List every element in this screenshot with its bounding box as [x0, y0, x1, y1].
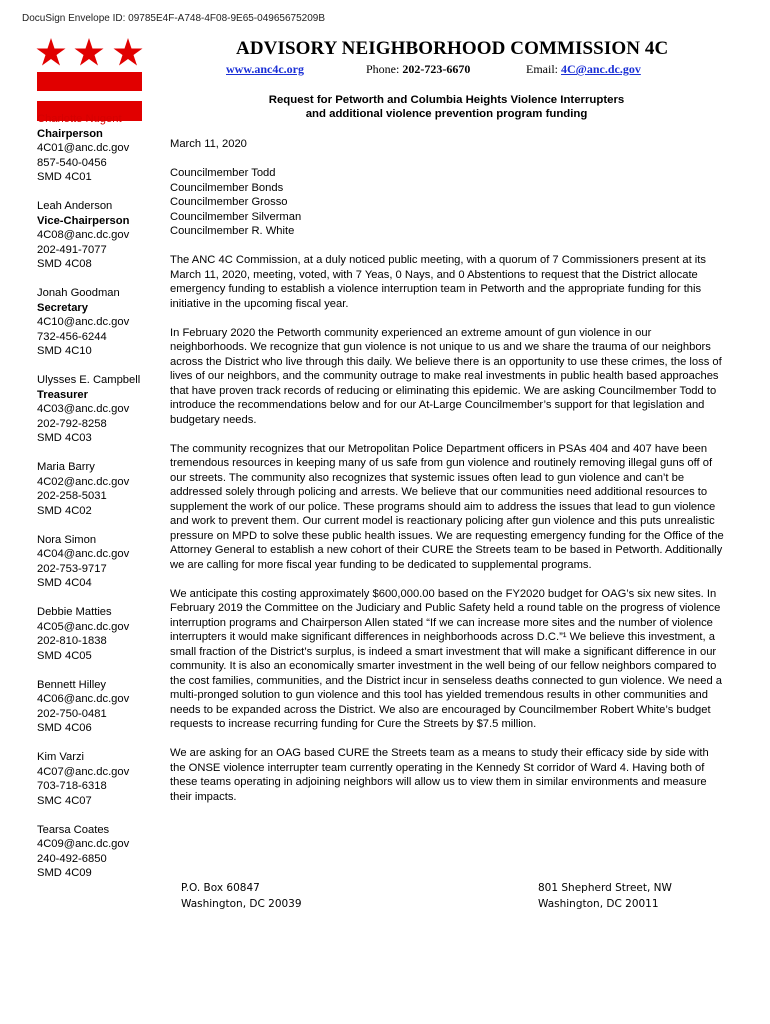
email-contact: [526, 62, 641, 77]
commissioner-smd: SMC 4C07: [37, 794, 92, 807]
commissioner-entry: [37, 112, 162, 185]
email-label: Email:: [526, 62, 558, 76]
commissioner-email: 4C09@anc.dc.gov: [37, 838, 130, 850]
phone-number: 202-723-6670: [402, 62, 471, 76]
letter-subject: [170, 93, 723, 121]
commissioner-name: Tearsa Coates: [37, 823, 110, 836]
commissioner-phone: 202-491-7077: [37, 243, 107, 256]
star-icon: [75, 38, 104, 66]
commissioner-list: [37, 112, 162, 895]
commissioner-email: 4C04@anc.dc.gov: [37, 548, 130, 560]
docusign-envelope-id: DocuSign Envelope ID: 09785E4F-A748-4F08-9E65-04965675209B: [22, 13, 325, 24]
commissioner-smd: SMD 4C10: [37, 345, 92, 357]
phone-contact: [366, 62, 470, 77]
commissioner-name: Leah Anderson: [37, 200, 113, 212]
commissioner-name: Kim Varzi: [37, 751, 85, 763]
commissioner-email: 4C06@anc.dc.gov: [37, 693, 130, 705]
commissioner-email: 4C05@anc.dc.gov: [37, 620, 130, 633]
commissioner-smd: SMD 4C08: [37, 258, 92, 270]
footer-mailing-address: [181, 880, 302, 912]
commissioner-entry: [37, 750, 162, 808]
commissioner-name: Nora Simon: [37, 533, 97, 546]
commissioner-role: Treasurer: [37, 388, 88, 401]
commissioner-phone: 202-750-0481: [37, 707, 107, 720]
letter-paragraphs: [170, 253, 725, 804]
footer-po-city: Washington, DC 20039: [181, 898, 302, 910]
footer-street-address: [538, 880, 672, 912]
email-link[interactable]: 4C@anc.dc.gov: [561, 62, 641, 76]
commissioner-entry: [37, 678, 162, 736]
commissioner-name: Charlotte Nugent: [37, 113, 122, 125]
commissioner-smd: SMD 4C09: [37, 867, 92, 879]
commissioner-smd: SMD 4C04: [37, 577, 92, 589]
footer-street-city: Washington, DC 20011: [538, 898, 659, 910]
commissioner-role: Secretary: [37, 301, 89, 314]
commissioner-phone: 703-718-6318: [37, 780, 107, 792]
recipient-line: Councilmember Bonds: [170, 181, 284, 194]
commissioner-role: Chairperson: [37, 127, 103, 140]
commissioner-phone: 732-456-6244: [37, 330, 107, 343]
commissioner-email: 4C01@anc.dc.gov: [37, 142, 130, 154]
phone-label: Phone:: [366, 62, 400, 76]
commissioner-email: 4C07@anc.dc.gov: [37, 765, 130, 778]
commissioner-email: 4C08@anc.dc.gov: [37, 229, 130, 241]
commissioner-name: Bennett Hilley: [37, 678, 107, 691]
flag-bar-top: [37, 72, 142, 91]
letter-paragraph: The community recognizes that our Metropolitan Police Department officers in PSAs 404 and 407 have been tremendous resources in keeping many of us safe from gun violence and routinely removing illegal guns off of our streets. The community also recognizes that systemic issues often lead to gun violence and can’t be addressed solely through policing and arrests. We believe that our communities need additional resources to supplement the work of our police. These programs should aim to address the issues that lead to gun violence and work to prevent them. Our current model is reactionary policing after gun violence and this puts unrealistic pressure on MPD to solve these public health issues. We are requesting emergency funding for the Office of the Attorney General to establish a new cohort of their CURE the Streets team to be based in Petworth. Additionally we are calling for more fiscal year funding to be dedicated to supplemental programs.: [170, 442, 724, 571]
commissioner-name: Maria Barry: [37, 461, 95, 473]
footer-street: 801 Shepherd Street, NW: [538, 882, 672, 894]
subject-line-2: and additional violence prevention program funding: [305, 108, 588, 120]
website-contact: [226, 62, 304, 77]
commissioner-phone: 202-753-9717: [37, 562, 107, 575]
commissioner-entry: [37, 605, 162, 663]
commissioner-entry: [37, 373, 162, 446]
commissioner-entry: [37, 823, 162, 881]
commissioner-phone: 202-810-1838: [37, 635, 107, 647]
commissioner-smd: SMD 4C02: [37, 504, 92, 517]
letter-paragraph: We anticipate this costing approximately $600,000.00 based on the FY2020 budget for OAG’s six new sites. In February 2019 the Committee on the Judiciary and Public Safety held a round table on the progress of violence interruption programs and Chairperson Allen stated “If we can increase more sites and the number of violence interrupters it would make significant differences in neighborhoods across D.C.”¹ We believe this investment, a small fraction of the District’s surplus, is indeed a smart investment that will make a significant difference in our community. It is also an economically smarter investment in the well being of our fellow neighbors compared to the cost families, communities, and the District incur in senseless deaths connected to gun violence. We need a multi-pronged solution to gun violence and this tool has yielded tremendous results in other communities and needs to be expanded across the District. We also are encouraged by Councilmember Robert White’s budget requests to increase recurring funding for Cure the Streets by $7.5 million.: [170, 587, 723, 730]
commissioner-entry: [37, 460, 162, 518]
commissioner-name: Debbie Matties: [37, 606, 112, 618]
recipient-line: Councilmember R. White: [170, 225, 295, 237]
footer-po-box: P.O. Box 60847: [181, 882, 260, 894]
website-link[interactable]: www.anc4c.org: [226, 62, 304, 76]
letter-paragraph: We are asking for an OAG based CURE the Streets team as a means to study their efficacy side by side with the ONSE violence interrupter team currently operating in the Kennedy St corridor of Ward 4. Having both of these teams operating in adjoining neighbors will allow us to view them in similar environments and measure their impacts.: [170, 747, 709, 803]
letter-body: [170, 137, 725, 819]
recipient-line: Councilmember Silverman: [170, 210, 302, 223]
recipient-list: [170, 166, 725, 239]
commissioner-entry: [37, 286, 162, 359]
commissioner-name: Jonah Goodman: [37, 287, 120, 299]
star-icon: [114, 38, 143, 66]
commissioner-smd: SMD 4C06: [37, 722, 92, 734]
commissioner-smd: SMD 4C01: [37, 171, 92, 183]
letter-paragraph: In February 2020 the Petworth community experienced an extreme amount of gun violence in our neighborhoods. We recognize that gun violence is not unique to us and we share the trauma of our neighbors across the District who live through this daily. We believe there is an opportunity to use these crimes, the loss of lives of our neighbors, and the community outrage to make real investments in public health based approaches that have proven track records of reducing or eliminating this epidemic. We are asking Councilmember Todd to introduce the recommendations below and for our At-Large Councilmember’s support for that legislation and budgetary needs.: [170, 326, 722, 426]
recipient-line: Councilmember Todd: [170, 167, 276, 179]
org-title: ADVISORY NEIGHBORHOOD COMMISSION 4C: [236, 38, 669, 59]
commissioner-email: 4C03@anc.dc.gov: [37, 403, 130, 415]
commissioner-phone: 240-492-6850: [37, 852, 107, 865]
commissioner-entry: [37, 199, 162, 272]
commissioner-smd: SMD 4C03: [37, 432, 92, 444]
commissioner-smd: SMD 4C05: [37, 649, 92, 662]
commissioner-phone: 202-258-5031: [37, 490, 107, 502]
commissioner-role: Vice-Chairperson: [37, 214, 130, 227]
letter-paragraph: The ANC 4C Commission, at a duly noticed public meeting, with a quorum of 7 Commissioners present at its March 11, 2020, meeting, voted, with 7 Yeas, 0 Nays, and 0 Abstentions to request that the District allocate emergency funding to establish a violence interruption team in Petworth and the appropriate funding for this initiative in the upcoming fiscal year.: [170, 254, 706, 310]
star-icon: [37, 38, 66, 66]
commissioner-phone: 857-540-0456: [37, 156, 107, 169]
commissioner-entry: [37, 533, 162, 591]
recipient-line: Councilmember Grosso: [170, 196, 288, 208]
subject-line-1: Request for Petworth and Columbia Heights Violence Interrupters: [268, 94, 625, 106]
letter-date: March 11, 2020: [170, 138, 247, 150]
commissioner-name: Ulysses E. Campbell: [37, 374, 141, 386]
commissioner-email: 4C10@anc.dc.gov: [37, 316, 130, 328]
commissioner-email: 4C02@anc.dc.gov: [37, 475, 130, 488]
commissioner-phone: 202-792-8258: [37, 417, 107, 430]
